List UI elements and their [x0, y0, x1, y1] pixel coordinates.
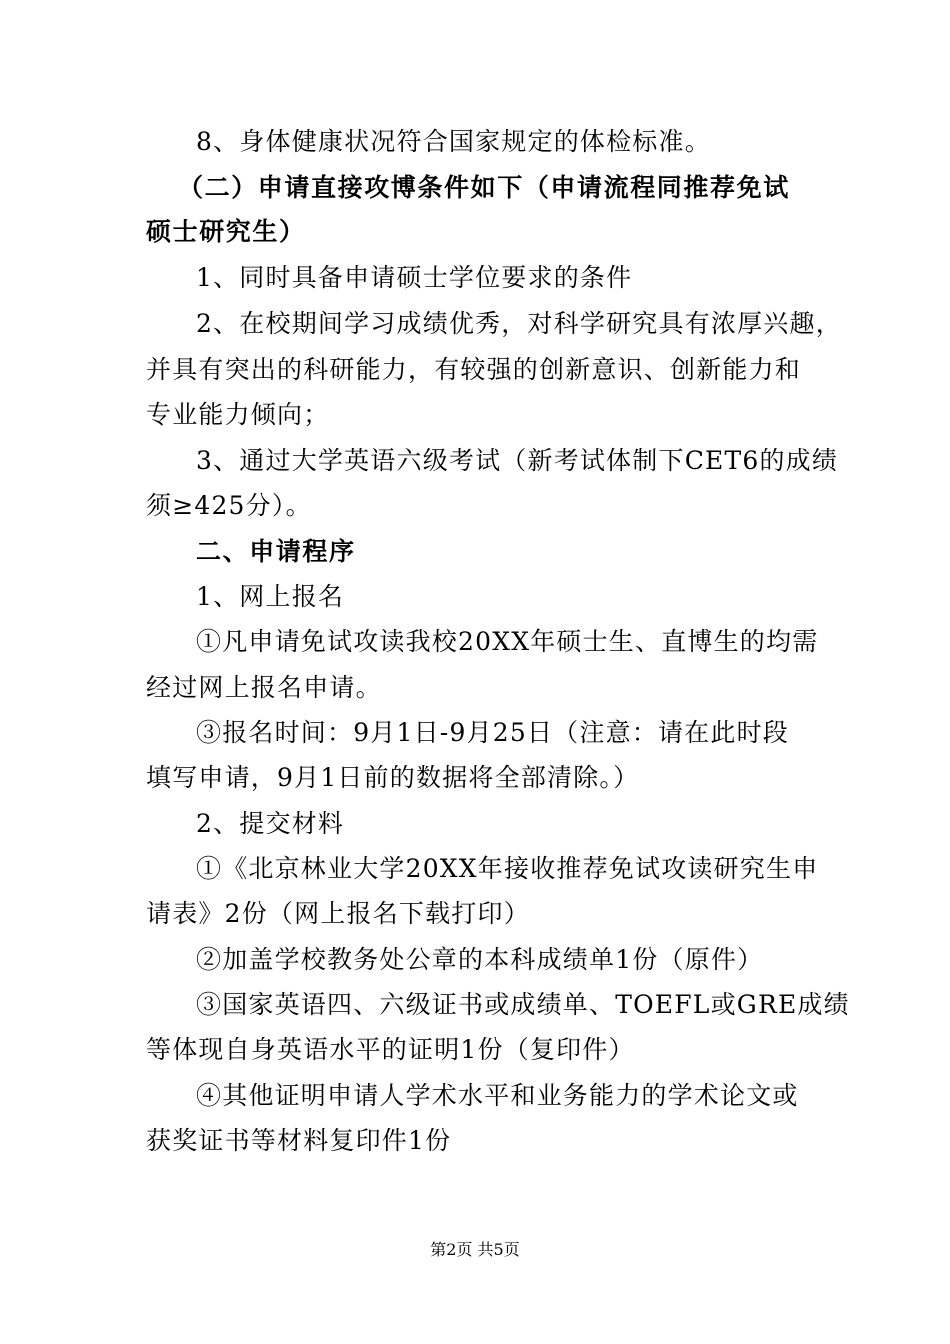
page-number-footer: 第2页 共5页 [430, 1240, 520, 1259]
paragraph-line: 并具有突出的科研能力，有较强的创新意识、创新能力和 [146, 355, 802, 384]
paragraph-line: ②加盖学校教务处公章的本科成绩单1份（原件） [196, 945, 764, 974]
paragraph-line: 1、网上报名 [196, 582, 345, 611]
paragraph-line: ③国家英语四、六级证书或成绩单、TOEFL或GRE成绩 [196, 990, 850, 1019]
paragraph-line: 8、身体健康状况符合国家规定的体检标准。 [196, 127, 711, 156]
section-heading: （二）申请直接攻博条件如下（申请流程同推荐免试 [178, 173, 790, 202]
paragraph-line: 3、通过大学英语六级考试（新考试体制下CET6的成绩 [196, 446, 839, 475]
paragraph-line: ①《北京林业大学20XX年接收推荐免试攻读研究生申 [196, 854, 819, 883]
paragraph-line: 2、在校期间学习成绩优秀，对科学研究具有浓厚兴趣， [196, 309, 842, 338]
paragraph-line: 专业能力倾向； [146, 400, 330, 429]
paragraph-line: 填写申请，9月1日前的数据将全部清除。） [146, 763, 640, 792]
section-heading: 二、申请程序 [196, 537, 356, 566]
paragraph-line: 经过网上报名申请。 [146, 673, 382, 702]
paragraph-line: ④其他证明申请人学术水平和业务能力的学术论文或 [196, 1081, 799, 1110]
paragraph-line: 请表》2份（网上报名下载打印） [146, 899, 530, 928]
paragraph-line: 1、同时具备申请硕士学位要求的条件 [196, 263, 633, 292]
paragraph-line: ①凡申请免试攻读我校20XX年硕士生、直博生的均需 [196, 627, 819, 656]
paragraph-line: 获奖证书等材料复印件1份 [146, 1126, 452, 1155]
paragraph-line: 2、提交材料 [196, 809, 345, 838]
paragraph-line: 须≥425分）。 [146, 491, 312, 520]
section-heading-continued: 硕士研究生） [146, 217, 306, 246]
paragraph-line: 等体现自身英语水平的证明1份（复印件） [146, 1035, 635, 1064]
paragraph-line: ③报名时间：9月1日-9月25日（注意：请在此时段 [196, 718, 789, 747]
